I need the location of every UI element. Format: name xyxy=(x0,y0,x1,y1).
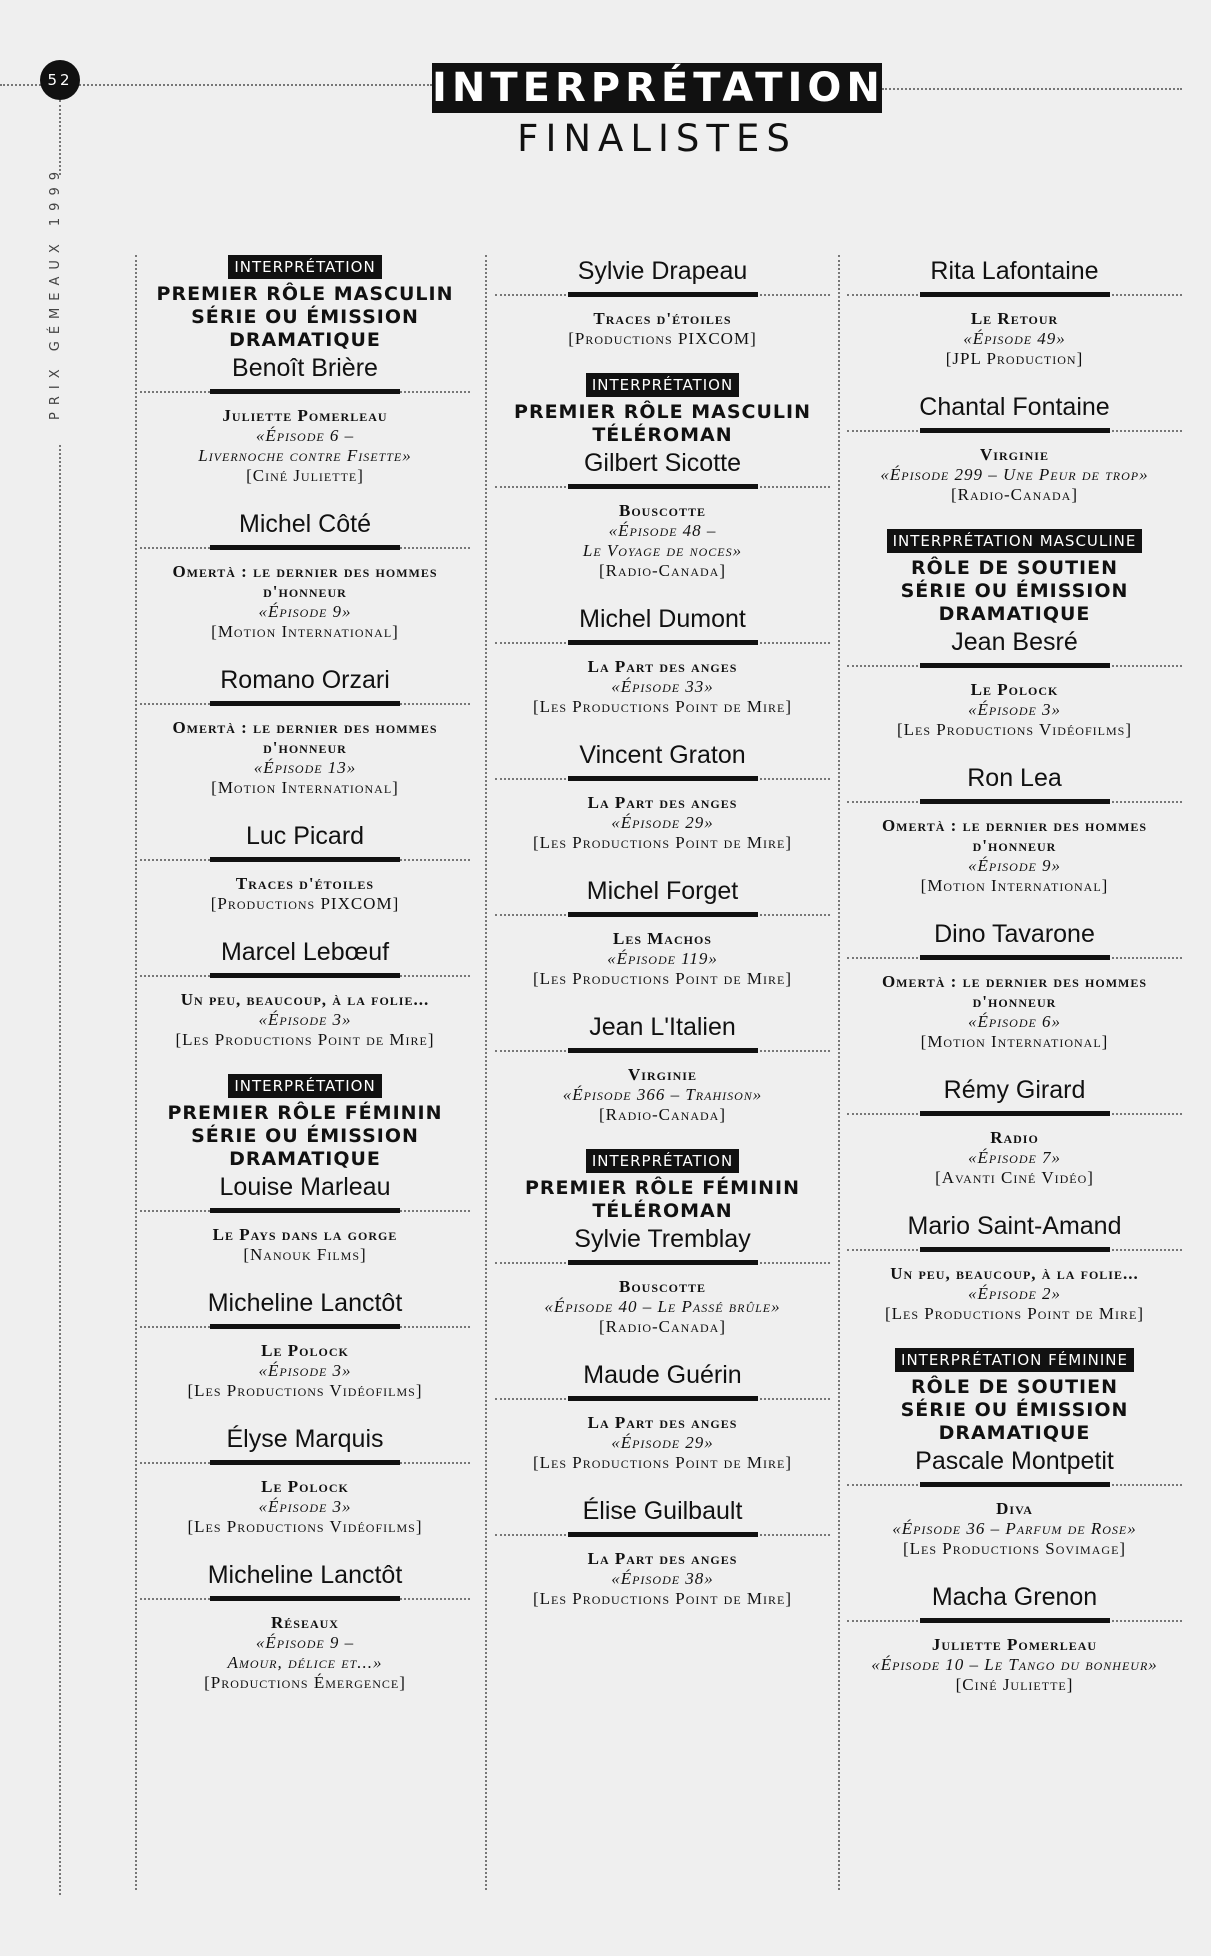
category-title-line: PREMIER RÔLE FÉMININ xyxy=(524,1177,801,1199)
episode-line: «Épisode 33» xyxy=(611,677,714,696)
nominee-rule xyxy=(847,1617,1182,1625)
rule-bar xyxy=(210,1324,400,1329)
nominee-name: Sylvie Drapeau xyxy=(577,257,748,285)
show-title: Le Polock xyxy=(970,680,1059,699)
nominee-entry xyxy=(847,1210,1182,1324)
category-badge: INTERPRÉTATION xyxy=(228,255,381,279)
production-company: [Les Productions Point de Mire] xyxy=(532,697,793,716)
production-company: [Radio-Canada] xyxy=(599,1105,726,1124)
category-title-line: SÉRIE OU ÉMISSION xyxy=(191,306,419,328)
nominee-rule xyxy=(847,291,1182,299)
production-company: [Les Productions Point de Mire] xyxy=(175,1030,435,1049)
show-title: Juliette Pomerleau xyxy=(931,1635,1098,1654)
nominee-entry xyxy=(847,391,1182,505)
show-title: Juliette Pomerleau xyxy=(222,406,388,425)
nominee-name: Pascale Montpetit xyxy=(915,1447,1114,1475)
production-company: [Les Productions Point de Mire] xyxy=(532,1453,793,1472)
category-title xyxy=(847,1376,1182,1445)
production-company: [Productions PIXCOM] xyxy=(210,894,400,913)
nominee-rule xyxy=(140,972,470,980)
category-title-line: PREMIER RÔLE FÉMININ xyxy=(167,1102,443,1124)
production-company: [Les Productions Sovimage] xyxy=(902,1539,1127,1558)
production-company: [Avanti Ciné Vidéo] xyxy=(935,1168,1094,1187)
production-company: [Radio-Canada] xyxy=(599,561,726,580)
nominee-entry xyxy=(140,1287,470,1401)
nominee-entry xyxy=(847,1445,1182,1559)
category-title-line: PREMIER RÔLE MASCULIN xyxy=(514,401,811,423)
nominee-name: Dino Tavarone xyxy=(934,920,1095,948)
rule-bar xyxy=(568,640,758,645)
nominee-entry xyxy=(140,820,470,914)
page-subtitle: FINALISTES xyxy=(517,117,797,160)
production-company: [Les Productions Vidéofilms] xyxy=(187,1381,423,1400)
show-title: Un peu, beaucoup, à la folie... xyxy=(890,1264,1139,1283)
nominee-rule xyxy=(847,1110,1182,1118)
show-title: Omertà : le dernier des hommes d'honneur xyxy=(881,816,1148,855)
episode-line: «Épisode 9» xyxy=(967,856,1062,875)
rule-bar xyxy=(920,1482,1110,1487)
rule-bar xyxy=(210,545,400,550)
episode-line: «Épisode 3» xyxy=(258,1497,352,1516)
nominee-name: Luc Picard xyxy=(245,822,365,850)
category-block xyxy=(495,255,830,349)
rule-bar xyxy=(210,973,400,978)
nominee-entry xyxy=(495,739,830,853)
nominee-name: Benoît Brière xyxy=(232,354,378,382)
nominee-rule xyxy=(140,544,470,552)
production-company: [Productions Émergence] xyxy=(204,1673,406,1692)
rule-bar xyxy=(210,389,400,394)
category-block xyxy=(140,255,470,1050)
production-company: [Ciné Juliette] xyxy=(246,466,364,485)
category-title-line: SÉRIE OU ÉMISSION xyxy=(900,580,1129,602)
production-company: [Motion International] xyxy=(920,1032,1109,1051)
nominee-entry xyxy=(495,1223,830,1337)
nominee-entry xyxy=(495,875,830,989)
production-company: [Les Productions Point de Mire] xyxy=(532,1589,793,1608)
column-separator-2 xyxy=(485,255,487,1890)
nominee-name: Romano Orzari xyxy=(220,666,390,694)
margin-dotted-rule-bottom xyxy=(59,445,61,1895)
category-badge: INTERPRÉTATION xyxy=(228,1074,381,1098)
nominee-name: Mario Saint-Amand xyxy=(907,1212,1122,1240)
category-block xyxy=(495,1149,830,1609)
episode-line: «Épisode 48 – xyxy=(608,521,717,540)
nominee-rule xyxy=(140,1459,470,1467)
nominee-rule xyxy=(847,798,1182,806)
show-title: La Part des anges xyxy=(587,1413,738,1432)
nominee-name: Michel Forget xyxy=(586,877,739,905)
rule-bar xyxy=(920,1247,1110,1252)
category-title-line: DRAMATIQUE xyxy=(938,1422,1091,1444)
nominee-entry xyxy=(495,255,830,349)
show-title: Radio xyxy=(990,1128,1039,1147)
category-title-line: RÔLE DE SOUTIEN xyxy=(910,1376,1119,1398)
show-title: Le Polock xyxy=(261,1477,349,1496)
category-badge: INTERPRÉTATION xyxy=(586,1149,739,1173)
episode-line: «Épisode 3» xyxy=(258,1010,352,1029)
show-title: La Part des anges xyxy=(587,1549,738,1568)
episode-line: «Épisode 38» xyxy=(611,1569,714,1588)
show-title: Virginie xyxy=(628,1065,697,1084)
nominee-name: Gilbert Sicotte xyxy=(583,449,741,477)
category-badge: INTERPRÉTATION FÉMININE xyxy=(895,1348,1134,1372)
nominee-entry xyxy=(847,762,1182,896)
category-badge: INTERPRÉTATION MASCULINE xyxy=(887,529,1143,553)
nominee-rule xyxy=(495,483,830,491)
show-title: Le Retour xyxy=(970,309,1059,328)
nominee-rule xyxy=(140,1595,470,1603)
episode-line: «Épisode 299 – Une Peur de trop» xyxy=(880,465,1149,484)
production-company: [Radio-Canada] xyxy=(599,1317,726,1336)
category-block xyxy=(847,1348,1182,1695)
nominee-rule xyxy=(847,954,1182,962)
show-title: Le Pays dans la gorge xyxy=(212,1225,398,1244)
category-title xyxy=(495,1177,830,1223)
nominee-column-2 xyxy=(495,255,830,1633)
category-title-line: SÉRIE OU ÉMISSION xyxy=(191,1125,419,1147)
rule-bar xyxy=(920,1618,1110,1623)
show-title: Omertà : le dernier des hommes d'honneur xyxy=(172,562,438,601)
nominee-rule xyxy=(847,1481,1182,1489)
production-company: [Nanouk Films] xyxy=(243,1245,367,1264)
episode-line: Le Voyage de noces» xyxy=(582,541,743,560)
nominee-rule xyxy=(495,639,830,647)
page-number: 52 xyxy=(40,60,80,100)
rule-bar xyxy=(920,292,1110,297)
category-title-line: PREMIER RÔLE MASCULIN xyxy=(156,283,454,305)
nominee-rule xyxy=(847,427,1182,435)
category-title xyxy=(495,401,830,447)
nominee-entry xyxy=(847,1581,1182,1695)
nominee-rule xyxy=(140,1207,470,1215)
episode-line: «Épisode 13» xyxy=(253,758,357,777)
production-company: [Motion International] xyxy=(211,778,399,797)
nominee-rule xyxy=(495,291,830,299)
episode-line: «Épisode 366 – Trahison» xyxy=(562,1085,763,1104)
category-title-line: TÉLÉROMAN xyxy=(592,424,733,446)
episode-line: «Épisode 6 – xyxy=(255,426,355,445)
rule-bar xyxy=(210,1460,400,1465)
episode-line: «Épisode 36 – Parfum de Rose» xyxy=(892,1519,1137,1538)
nominee-entry xyxy=(140,508,470,642)
show-title: La Part des anges xyxy=(587,657,738,676)
nominee-name: Vincent Graton xyxy=(579,741,746,769)
production-company: [Motion International] xyxy=(920,876,1109,895)
rule-bar xyxy=(568,912,758,917)
nominee-entry xyxy=(495,447,830,581)
category-title-line: TÉLÉROMAN xyxy=(592,1200,733,1222)
episode-line: «Épisode 2» xyxy=(967,1284,1062,1303)
column-separator-1 xyxy=(135,255,137,1890)
rule-bar xyxy=(920,955,1110,960)
rule-bar xyxy=(568,484,758,489)
production-company: [Les Productions Point de Mire] xyxy=(532,969,793,988)
episode-line: «Épisode 49» xyxy=(963,329,1066,348)
category-title-line: RÔLE DE SOUTIEN xyxy=(910,557,1119,579)
nominee-rule xyxy=(140,700,470,708)
show-title: Omertà : le dernier des hommes d'honneur xyxy=(172,718,438,757)
rule-bar xyxy=(210,701,400,706)
production-company: [Les Productions Vidéofilms] xyxy=(187,1517,423,1536)
category-title xyxy=(140,1102,470,1171)
nominee-entry xyxy=(847,255,1182,369)
category-title-line: DRAMATIQUE xyxy=(938,603,1091,625)
production-company: [JPL Production] xyxy=(945,349,1084,368)
nominee-name: Rita Lafontaine xyxy=(930,257,1099,285)
nominee-name: Micheline Lanctôt xyxy=(207,1561,403,1589)
nominee-rule xyxy=(140,1323,470,1331)
category-title-line: SÉRIE OU ÉMISSION xyxy=(900,1399,1129,1421)
rule-bar xyxy=(210,857,400,862)
nominee-name: Ron Lea xyxy=(967,764,1062,792)
production-company: [Radio-Canada] xyxy=(951,485,1078,504)
category-badge: INTERPRÉTATION xyxy=(586,373,739,397)
nominee-entry xyxy=(847,918,1182,1052)
rule-bar xyxy=(568,292,758,297)
category-block xyxy=(847,255,1182,505)
nominee-entry xyxy=(847,1074,1182,1188)
show-title: Les Machos xyxy=(613,929,712,948)
production-company: [Motion International] xyxy=(211,622,399,641)
nominee-name: Jean Besré xyxy=(951,628,1078,656)
rule-bar xyxy=(568,1396,758,1401)
production-company: [Les Productions Vidéofilms] xyxy=(897,720,1132,739)
show-title: Le Polock xyxy=(261,1341,349,1360)
rule-bar xyxy=(920,1111,1110,1116)
nominee-rule xyxy=(495,1531,830,1539)
nominee-name: Chantal Fontaine xyxy=(919,393,1110,421)
nominee-name: Michel Dumont xyxy=(579,605,746,633)
nominee-column-3 xyxy=(847,255,1182,1719)
episode-line: «Épisode 29» xyxy=(611,813,714,832)
episode-line: «Épisode 7» xyxy=(967,1148,1062,1167)
rule-bar xyxy=(568,776,758,781)
production-company: [Ciné Juliette] xyxy=(955,1675,1074,1694)
rule-bar xyxy=(210,1208,400,1213)
category-title xyxy=(140,283,470,352)
rule-bar xyxy=(920,799,1110,804)
nominee-rule xyxy=(495,1047,830,1055)
nominee-name: Maude Guérin xyxy=(583,1361,742,1389)
nominee-column-1 xyxy=(140,255,470,1717)
episode-line: «Épisode 9 – xyxy=(255,1633,355,1652)
rule-bar xyxy=(568,1048,758,1053)
episode-line: «Épisode 9» xyxy=(258,602,352,621)
nominee-entry xyxy=(140,1423,470,1537)
episode-line: «Épisode 6» xyxy=(967,1012,1062,1031)
episode-line: «Épisode 3» xyxy=(967,700,1062,719)
nominee-rule xyxy=(495,911,830,919)
show-title: Réseaux xyxy=(271,1613,339,1632)
nominee-entry xyxy=(140,664,470,798)
episode-line: Amour, délice et...» xyxy=(227,1653,383,1672)
nominee-rule xyxy=(140,388,470,396)
nominee-rule xyxy=(495,1395,830,1403)
nominee-rule xyxy=(847,662,1182,670)
show-title: Traces d'étoiles xyxy=(593,309,732,328)
category-block xyxy=(495,373,830,1125)
rule-bar xyxy=(568,1532,758,1537)
nominee-entry xyxy=(495,1359,830,1473)
nominee-entry xyxy=(140,936,470,1050)
nominee-name: Jean L'Italien xyxy=(589,1013,736,1041)
side-label: PRIX GÉMEAUX 1999 xyxy=(48,165,63,420)
nominee-name: Rémy Girard xyxy=(943,1076,1086,1104)
header-dotted-rule-right xyxy=(882,88,1182,90)
nominee-name: Louise Marleau xyxy=(219,1173,391,1201)
nominee-entry xyxy=(495,1495,830,1609)
nominee-entry xyxy=(140,1171,470,1265)
nominee-entry xyxy=(495,603,830,717)
nominee-entry xyxy=(140,1559,470,1693)
show-title: Traces d'étoiles xyxy=(235,874,375,893)
show-title: Un peu, beaucoup, à la folie... xyxy=(180,990,430,1009)
nominee-name: Michel Côté xyxy=(239,510,371,538)
show-title: Diva xyxy=(996,1499,1033,1518)
production-company: [Les Productions Point de Mire] xyxy=(884,1304,1145,1323)
episode-line: «Épisode 10 – Le Tango du bonheur» xyxy=(871,1655,1158,1674)
show-title: Virginie xyxy=(980,445,1049,464)
nominee-name: Sylvie Tremblay xyxy=(574,1225,751,1253)
episode-line: «Épisode 40 – Le Passé brûle» xyxy=(544,1297,781,1316)
category-title-line: DRAMATIQUE xyxy=(229,1148,381,1170)
episode-line: «Épisode 29» xyxy=(611,1433,714,1452)
rule-bar xyxy=(920,663,1110,668)
nominee-name: Macha Grenon xyxy=(931,1583,1098,1611)
episode-line: «Épisode 119» xyxy=(607,949,718,968)
rule-bar xyxy=(210,1596,400,1601)
nominee-name: Micheline Lanctôt xyxy=(207,1289,403,1317)
nominee-rule xyxy=(495,1259,830,1267)
category-block xyxy=(847,529,1182,1324)
rule-bar xyxy=(568,1260,758,1265)
nominee-entry xyxy=(140,352,470,486)
rule-bar xyxy=(920,428,1110,433)
nominee-name: Élyse Marquis xyxy=(226,1425,384,1453)
nominee-entry xyxy=(847,626,1182,740)
nominee-rule xyxy=(140,856,470,864)
show-title: La Part des anges xyxy=(587,793,738,812)
column-separator-3 xyxy=(838,255,840,1890)
episode-line: Livernoche contre Fisette» xyxy=(198,446,412,465)
nominee-entry xyxy=(495,1011,830,1125)
show-title: Bouscotte xyxy=(618,501,707,520)
nominee-name: Marcel Lebœuf xyxy=(220,938,390,966)
production-company: [Productions PIXCOM] xyxy=(568,329,757,348)
nominee-rule xyxy=(495,775,830,783)
page-title: INTERPRÉTATION xyxy=(432,65,885,111)
show-title: Omertà : le dernier des hommes d'honneur xyxy=(881,972,1148,1011)
show-title: Bouscotte xyxy=(618,1277,707,1296)
production-company: [Les Productions Point de Mire] xyxy=(532,833,793,852)
category-block xyxy=(140,1074,470,1693)
nominee-rule xyxy=(847,1246,1182,1254)
category-title-line: DRAMATIQUE xyxy=(229,329,381,351)
episode-line: «Épisode 3» xyxy=(258,1361,352,1380)
nominee-name: Élise Guilbault xyxy=(582,1497,743,1525)
margin-dotted-rule-top xyxy=(59,100,61,175)
category-title xyxy=(847,557,1182,626)
